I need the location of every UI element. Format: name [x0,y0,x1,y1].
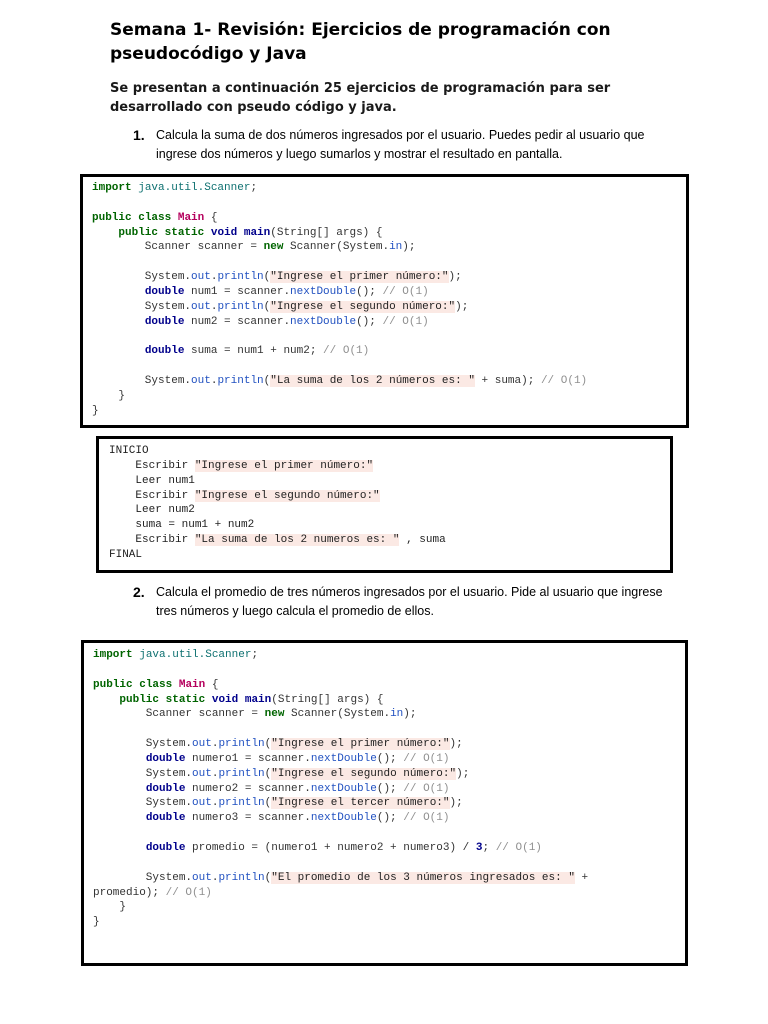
code-line: System.out.println("Ingrese el segundo número:"); [93,767,470,780]
exercise-1 [133,126,673,164]
code-line: double numero2 = scanner.nextDouble(); // O(1) [145,782,450,795]
code-line: import java.util.Scanner; [92,182,258,194]
pseudocode-line: Leer num1 [109,474,195,487]
code-line: System.out.println("Ingrese el primer número:"); [93,738,463,751]
code-line: public class Main { [93,678,219,691]
code-line: System.out.println("Ingrese el tercer número:"); [93,797,463,810]
code-line: Scanner scanner = new Scanner(System.in); [93,708,417,721]
intro-text: Se presentan a continuación 25 ejercicios de programación para ser desarrollado con pseudo código y java. [110,81,611,115]
code-line: public class Main { [92,211,218,224]
pseudocode-line: FINAL [109,548,143,561]
pseudocode [109,444,670,563]
code-line: System.out.println("El promedio de los 3 números ingresados es: " + [93,871,589,884]
code-line: public static void main(String[] args) { [119,693,384,706]
java-code [92,181,686,419]
code-line: Scanner scanner = new Scanner(System.in); [92,241,416,254]
code-line: import java.util.Scanner; [93,649,259,661]
code-line: } [93,916,100,929]
code-line: double numero1 = scanner.nextDouble(); // O(1) [145,752,450,765]
pseudocode-block-1 [96,436,673,573]
java-code-block-1 [80,174,689,428]
code-line: System.out.println("Ingrese el segundo número:"); [92,300,469,313]
exercise-number: 2. [133,584,145,600]
pseudocode-line: Escribir "La suma de los 2 numeros es: " , suma [109,534,446,547]
java-code-block-2 [81,640,688,966]
java-code [93,648,685,930]
code-line: double promedio = (numero1 + numero2 + numero3) / 3; // O(1) [145,841,542,854]
exercise-2 [133,583,673,621]
code-line: } [92,389,126,402]
page-title: Semana 1- Revisión: Ejercicios de programación con pseudocódigo y Java [110,20,611,64]
code-line: double num1 = scanner.nextDouble(); // O(1) [144,285,429,298]
exercise-number: 1. [133,127,145,143]
code-line: } [92,404,99,417]
pseudocode-line: Leer num2 [109,504,195,517]
code-line: System.out.println("Ingrese el primer número:"); [92,271,462,284]
pseudocode-line: suma = num1 + num2 [109,519,255,532]
pseudocode-line: INICIO [109,445,149,457]
pseudocode-line: Escribir "Ingrese el segundo número:" [109,489,380,502]
exercise-description: Calcula la suma de dos números ingresados por el usuario. Puedes pedir al usuario que ingrese dos números y luego sumarlos y mostrar el resultado en pantalla. [156,128,645,161]
code-line: double numero3 = scanner.nextDouble(); // O(1) [145,812,450,825]
code-line: System.out.println("La suma de los 2 números es: " + suma); // O(1) [92,374,588,387]
code-line: promedio); // O(1) [93,886,212,899]
pseudocode-line: Escribir "Ingrese el primer número:" [109,459,374,472]
code-line: } [93,901,127,914]
exercise-description: Calcula el promedio de tres números ingresados por el usuario. Pide al usuario que ingrese tres números y luego calcula el promedio de ellos. [156,585,663,618]
code-line: double suma = num1 + num2; // O(1) [144,345,370,358]
code-line: public static void main(String[] args) { [118,226,383,239]
code-line: double num2 = scanner.nextDouble(); // O(1) [144,315,429,328]
